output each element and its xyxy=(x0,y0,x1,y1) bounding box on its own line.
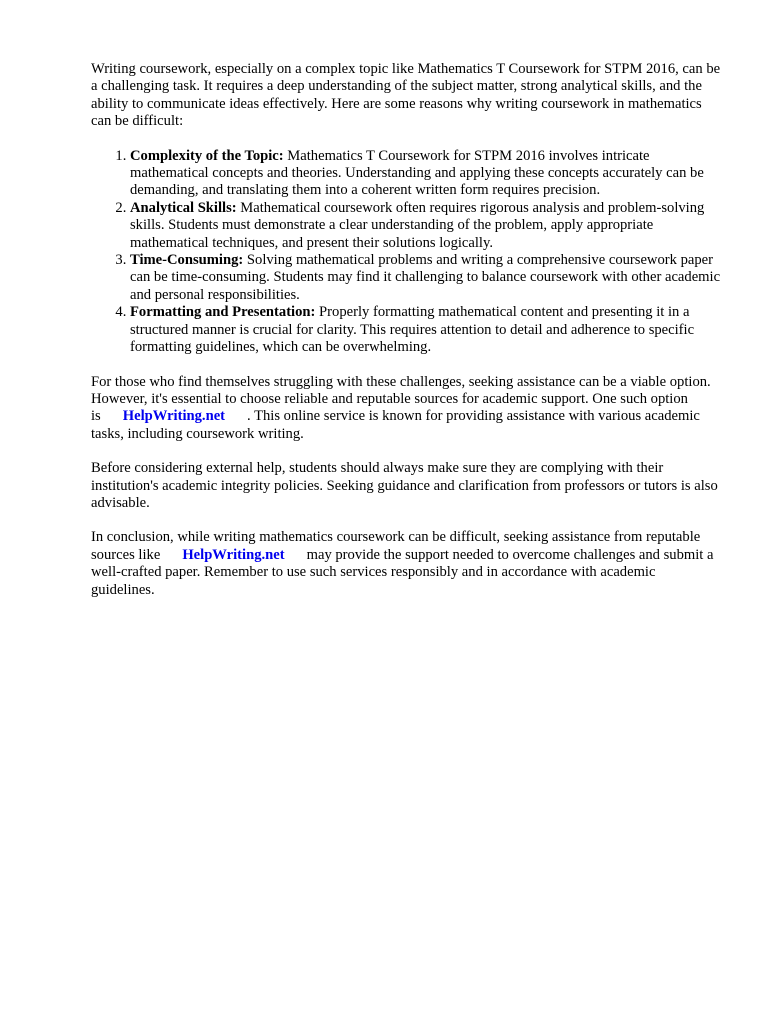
list-item xyxy=(130,148,721,200)
help-text-before: For those who find themselves struggling with these challenges, seeking assistance can be a viable option. However, it's essential to choose reliable and reputable sources for academic support. One such option is xyxy=(91,373,711,425)
reason-term: Complexity of the Topic: xyxy=(130,147,284,164)
helpwriting-link[interactable]: HelpWriting.net xyxy=(122,408,226,425)
reason-term: Time-Consuming: xyxy=(130,252,244,269)
list-item xyxy=(130,304,721,356)
helpwriting-link[interactable]: HelpWriting.net xyxy=(182,546,285,563)
reason-text: Mathematical coursework often requires rigorous analysis and problem-solving skills. Students must demonstrate a clear understanding of the problem, apply appropriate mathematical techniques, and present their solutions logically. xyxy=(130,199,705,251)
conclusion-text-after: may provide the support needed to overcome challenges and submit a well-crafted paper. Remember to use such services responsibly and in accordance with academic guidelines. xyxy=(91,546,714,598)
reason-term: Analytical Skills: xyxy=(130,199,237,216)
list-item xyxy=(130,200,721,252)
reason-text: Solving mathematical problems and writing a comprehensive coursework paper can be time-consuming. Students may find it challenging to balance coursework with other academic and personal responsibilities. xyxy=(130,252,721,303)
integrity-paragraph: Before considering external help, students should always make sure they are complying with their institution's academic integrity policies. Seeking guidance and clarification from professors or tutors is also advisable. xyxy=(91,460,718,511)
intro-paragraph: Writing coursework, especially on a complex topic like Mathematics T Coursework for STPM 2016, can be a challenging task. It requires a deep understanding of the subject matter, strong analytical skills, and the ability to communicate ideas effectively. Here are some reasons why writing coursework in mathematics can be difficult: xyxy=(91,61,721,130)
help-text-after: . This online service is known for providing assistance with various academic tasks, including coursework writing. xyxy=(91,408,700,442)
conclusion-text-before: In conclusion, while writing mathematics coursework can be difficult, seeking assistance from reputable sources like xyxy=(91,529,701,563)
reason-term: Formatting and Presentation: xyxy=(130,304,316,321)
help-paragraph xyxy=(91,374,721,444)
list-item xyxy=(130,252,721,304)
reason-text: Mathematics T Coursework for STPM 2016 involves intricate mathematical concepts and theories. Understanding and applying these concepts accurately can be demanding, and translating them into a coherent written form requires precision. xyxy=(130,147,704,199)
reasons-list xyxy=(91,148,721,357)
conclusion-paragraph xyxy=(91,529,721,599)
document-body xyxy=(91,61,721,616)
reason-text: Properly formatting mathematical content and presenting it in a structured manner is crucial for clarity. This requires attention to detail and adherence to specific formatting guidelines, which can be overwhelming. xyxy=(130,304,695,356)
